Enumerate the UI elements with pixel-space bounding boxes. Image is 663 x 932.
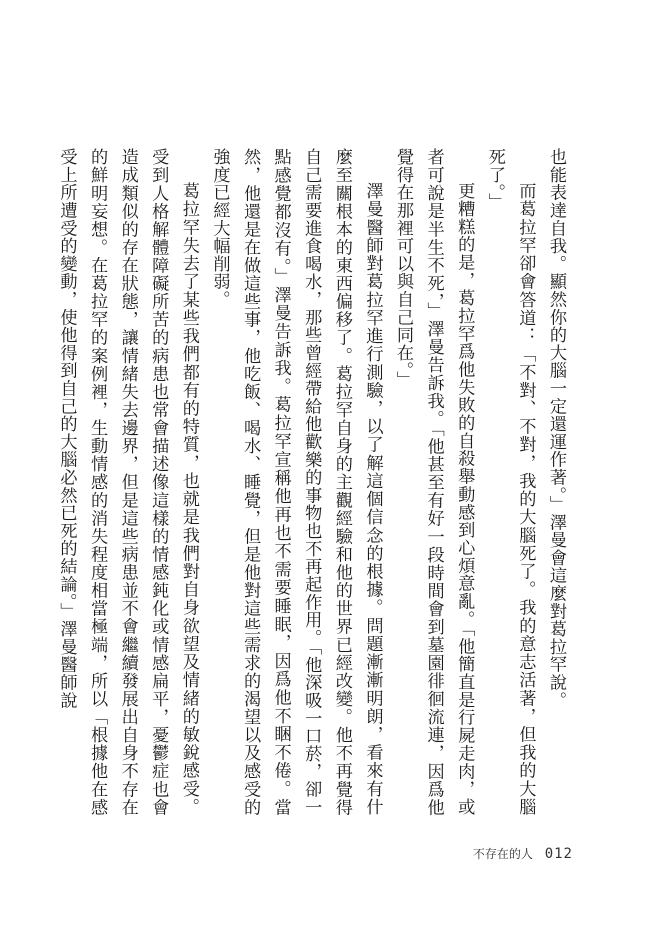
paragraph-1: 也能表達自我。顯然你的大腦一定還運作著。」澤曼會這麼對葛拉罕說。 [546, 148, 566, 709]
body-text [56, 148, 571, 816]
running-title: 不存在的人 [472, 847, 533, 861]
paragraph-4: 澤曼醫師對葛拉罕進行測驗，以了解這個信念的根據。問題漸漸明朗，看來有什麼至關根本的東西偏移了。葛拉罕自身的主觀經驗和他的世界已經改變。他不再覺得自己需要進食喝水，那些曾經帶給他歡樂的事物也不再起作用。「他深吸一口菸，卻一點感覺都沒有。」澤曼告訴我。葛拉罕宣稱他再也不需要睡眠，因爲他不睏不倦。當然，他還是在做這些事，他吃飯、喝水、睡覺，但是他對這些需求的渴望以及感受的強度已經大幅削弱。 [209, 148, 383, 816]
paragraph-2: 而葛拉罕卻會答道：「不對、不對，我的大腦死了。我的意志活著，但我的大腦死了。」 [484, 148, 536, 816]
paragraph-3: 更糟糕的是，葛拉罕爲他失敗的自殺舉動感到心煩意亂。「他簡直是行屍走肉，或者可說是半生不死，」澤曼告訴我。「他甚至有好一段時間會到墓園徘徊流連，因爲他覺得在那裡可以與自己同在。」 [393, 148, 475, 816]
page-number: 012 [544, 846, 573, 862]
page-footer [473, 845, 573, 862]
paragraph-5: 葛拉罕失去了某些我們都有的特質，也就是我們對自身欲望及情緒的敏銳感受。受到人格解體障礙所苦的病患也常會描述像這樣的情感鈍化或情感扁平，憂鬱症也會造成類似的存在狀態，讓情緒失去邊界，但是這些病患並不會繼續發展出自身不存在的鮮明妄想。在葛拉罕的案例裡，生動情感的消失程度相當極端，所以「根據他在感受上所遭受的變動，使他得到自己的大腦必然已死的結論。」澤曼醫師說 [56, 148, 199, 816]
